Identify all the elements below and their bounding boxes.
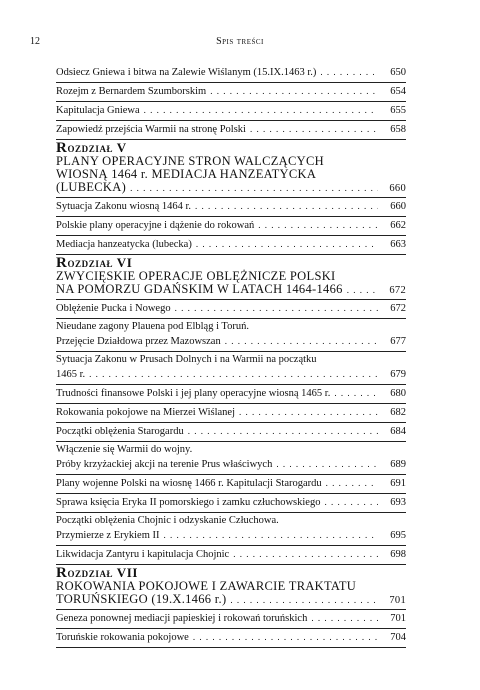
toc-entry-text-line: Początki oblężenia Chojnic i odzyskanie Człuchowa. <box>56 515 279 526</box>
dot-leader <box>188 424 378 438</box>
dot-leader <box>230 594 378 607</box>
chapter-label-rest: ozdział VII <box>67 565 139 580</box>
toc-entry-title: Toruńskie rokowania pokojowe <box>56 632 189 643</box>
toc-entry <box>56 217 406 236</box>
toc-page-number: 655 <box>390 105 406 116</box>
toc-page-number: 662 <box>390 220 406 231</box>
toc-entry-line <box>56 367 406 382</box>
toc-entry-line <box>56 218 406 233</box>
dot-leader <box>250 122 378 136</box>
toc-entry-title: Trudności finansowe Polski i jej plany operacyjne wiosną 1465 r. <box>56 388 331 399</box>
toc-entry-line <box>56 405 406 420</box>
chapter-heading <box>56 255 406 300</box>
toc-entry <box>56 475 406 494</box>
toc-entry-line <box>56 386 406 401</box>
chapter-title-line: ROKOWANIA POKOJOWE I ZAWARCIE TRAKTATU <box>56 579 357 593</box>
toc-entry-title: Przejęcie Działdowa przez Mazowszan <box>56 336 221 347</box>
toc-page-number: 693 <box>390 497 406 508</box>
table-of-contents <box>56 64 406 648</box>
toc-entry-line <box>56 103 406 118</box>
toc-page-number: 689 <box>390 459 406 470</box>
chapter-title-text: (LUBECKA) <box>56 180 127 194</box>
toc-entry-title: Przymierze z Erykiem II <box>56 530 160 541</box>
page-header <box>30 36 450 50</box>
dot-leader <box>196 237 378 251</box>
toc-page-number: 663 <box>390 239 406 250</box>
running-title: Spis treści <box>216 36 264 47</box>
toc-entry <box>56 102 406 121</box>
chapter-title-line <box>56 283 406 297</box>
toc-entry <box>56 629 406 648</box>
toc-entry-line <box>56 334 406 349</box>
toc-page-number: 672 <box>390 303 406 314</box>
toc-entry-line <box>56 495 406 510</box>
toc-entry <box>56 121 406 140</box>
toc-entry <box>56 300 406 319</box>
toc-page-number: 677 <box>390 336 406 347</box>
toc-entry <box>56 404 406 423</box>
toc-page-number: 704 <box>390 632 406 643</box>
toc-entry-title: Oblężenie Pucka i Nowego <box>56 303 171 314</box>
chapter-title-line: PLANY OPERACYJNE STRON WALCZĄCYCH <box>56 154 324 168</box>
toc-entry-title: Geneza ponownej mediacji papieskiej i rokowań toruńskich <box>56 613 308 624</box>
chapter-label-initial: R <box>56 565 68 581</box>
toc-entry-line <box>56 65 406 80</box>
toc-page-number: 698 <box>390 549 406 560</box>
dot-leader <box>210 84 378 98</box>
toc-page-number: 691 <box>390 478 406 489</box>
toc-entry <box>56 64 406 83</box>
toc-entry-line <box>56 528 406 543</box>
toc-entry-line <box>56 630 406 645</box>
toc-page-number: 680 <box>390 388 406 399</box>
toc-entry-title: 1465 r. <box>56 369 86 380</box>
dot-leader <box>144 103 378 117</box>
toc-entry-line <box>56 611 406 626</box>
toc-entry <box>56 319 406 352</box>
toc-entry <box>56 546 406 565</box>
toc-entry <box>56 494 406 513</box>
toc-page-number: 695 <box>390 530 406 541</box>
toc-entry <box>56 442 406 475</box>
toc-entry-line <box>56 424 406 439</box>
toc-entry-title: Sprawa księcia Eryka II pomorskiego i zamku człuchowskiego <box>56 497 321 508</box>
toc-entry-line <box>56 547 406 562</box>
toc-entry-title: Początki oblężenia Starogardu <box>56 426 184 437</box>
chapter-page-number: 660 <box>389 183 406 194</box>
toc-entry-line <box>56 199 406 214</box>
toc-entry-title: Zapowiedź przejścia Warmii na stronę Polski <box>56 124 246 135</box>
toc-entry-line <box>56 457 406 472</box>
dot-leader <box>276 457 378 471</box>
dot-leader <box>175 301 378 315</box>
dot-leader <box>258 218 378 232</box>
chapter-page-number: 701 <box>389 595 406 606</box>
toc-entry <box>56 236 406 255</box>
toc-entry-line <box>56 84 406 99</box>
toc-entry-title: Polskie plany operacyjne i dążenie do rokowań <box>56 220 255 231</box>
chapter-label-initial: R <box>56 255 68 271</box>
toc-entry-title: Mediacja hanzeatycka (lubecka) <box>56 239 192 250</box>
toc-page-number: 654 <box>390 86 406 97</box>
toc-page-number: 684 <box>390 426 406 437</box>
dot-leader <box>326 476 378 490</box>
chapter-heading <box>56 565 406 610</box>
dot-leader <box>320 65 378 79</box>
toc-entry <box>56 423 406 442</box>
toc-entry-title: Sytuacja Zakonu wiosną 1464 r. <box>56 201 192 212</box>
toc-entry-title: Rozejm z Bernardem Szumborskim <box>56 86 207 97</box>
chapter-title-line: ZWYCIĘSKIE OPERACJE OBLĘŻNICZE POLSKI <box>56 269 336 283</box>
toc-entry-line <box>56 301 406 316</box>
dot-leader <box>334 386 378 400</box>
toc-entry <box>56 352 406 385</box>
toc-page-number: 650 <box>390 67 406 78</box>
chapter-label-rest: ozdział V <box>67 140 127 155</box>
dot-leader <box>311 611 378 625</box>
chapter-page-number: 672 <box>389 285 406 296</box>
dot-leader <box>233 547 378 561</box>
dot-leader <box>195 199 378 213</box>
toc-entry-title: Odsiecz Gniewa i bitwa na Zalewie Wiślanym (15.IX.1463 r.) <box>56 67 317 78</box>
toc-entry <box>56 198 406 217</box>
toc-entry-line <box>56 122 406 137</box>
chapter-label <box>56 256 406 270</box>
toc-entry-title: Rokowania pokojowe na Mierzei Wiślanej <box>56 407 236 418</box>
toc-page-number: 679 <box>390 369 406 380</box>
toc-entry-line <box>56 476 406 491</box>
toc-entry <box>56 610 406 629</box>
dot-leader <box>193 630 378 644</box>
toc-page-number: 658 <box>390 124 406 135</box>
chapter-title-line <box>56 181 406 195</box>
dot-leader <box>324 495 378 509</box>
dot-leader <box>164 528 379 542</box>
toc-entry <box>56 83 406 102</box>
dot-leader <box>347 284 378 297</box>
toc-entry-title: Plany wojenne Polski na wiosnę 1466 r. Kapitulacji Starogardu <box>56 478 322 489</box>
chapter-title-line <box>56 593 406 607</box>
chapter-label-rest: ozdział VI <box>67 255 133 270</box>
toc-entry-title: Próby krzyżackiej akcji na terenie Prus właściwych <box>56 459 273 470</box>
toc-entry-title: Likwidacja Zantyru i kapitulacja Chojnic <box>56 549 230 560</box>
toc-entry-text-line: Włączenie się Warmii do wojny. <box>56 444 193 455</box>
chapter-label <box>56 141 406 155</box>
toc-entry-text-line: Sytuacja Zakonu w Prusach Dolnych i na Warmii na początku <box>56 354 317 365</box>
dot-leader <box>225 334 378 348</box>
dot-leader <box>239 405 378 419</box>
dot-leader <box>89 367 378 381</box>
toc-entry <box>56 385 406 404</box>
chapter-title-text: TORUŃSKIEGO (19.X.1466 r.) <box>56 592 227 606</box>
toc-entry-title: Kapitulacja Gniewa <box>56 105 140 116</box>
chapter-title-line: WIOSNĄ 1464 r. MEDIACJA HANZEATYCKA <box>56 167 317 181</box>
chapter-title-text: NA POMORZU GDAŃSKIM W LATACH 1464-1466 <box>56 282 343 296</box>
toc-entry-line <box>56 237 406 252</box>
toc-entry <box>56 513 406 546</box>
dot-leader <box>130 182 378 195</box>
toc-page-number: 701 <box>390 613 406 624</box>
page-number: 12 <box>30 36 40 47</box>
chapter-label-initial: R <box>56 140 68 156</box>
chapter-heading <box>56 140 406 198</box>
toc-page-number: 660 <box>390 201 406 212</box>
chapter-label <box>56 566 406 580</box>
toc-page-number: 682 <box>390 407 406 418</box>
toc-entry-text-line: Nieudane zagony Plauena pod Elbląg i Toruń. <box>56 321 249 332</box>
